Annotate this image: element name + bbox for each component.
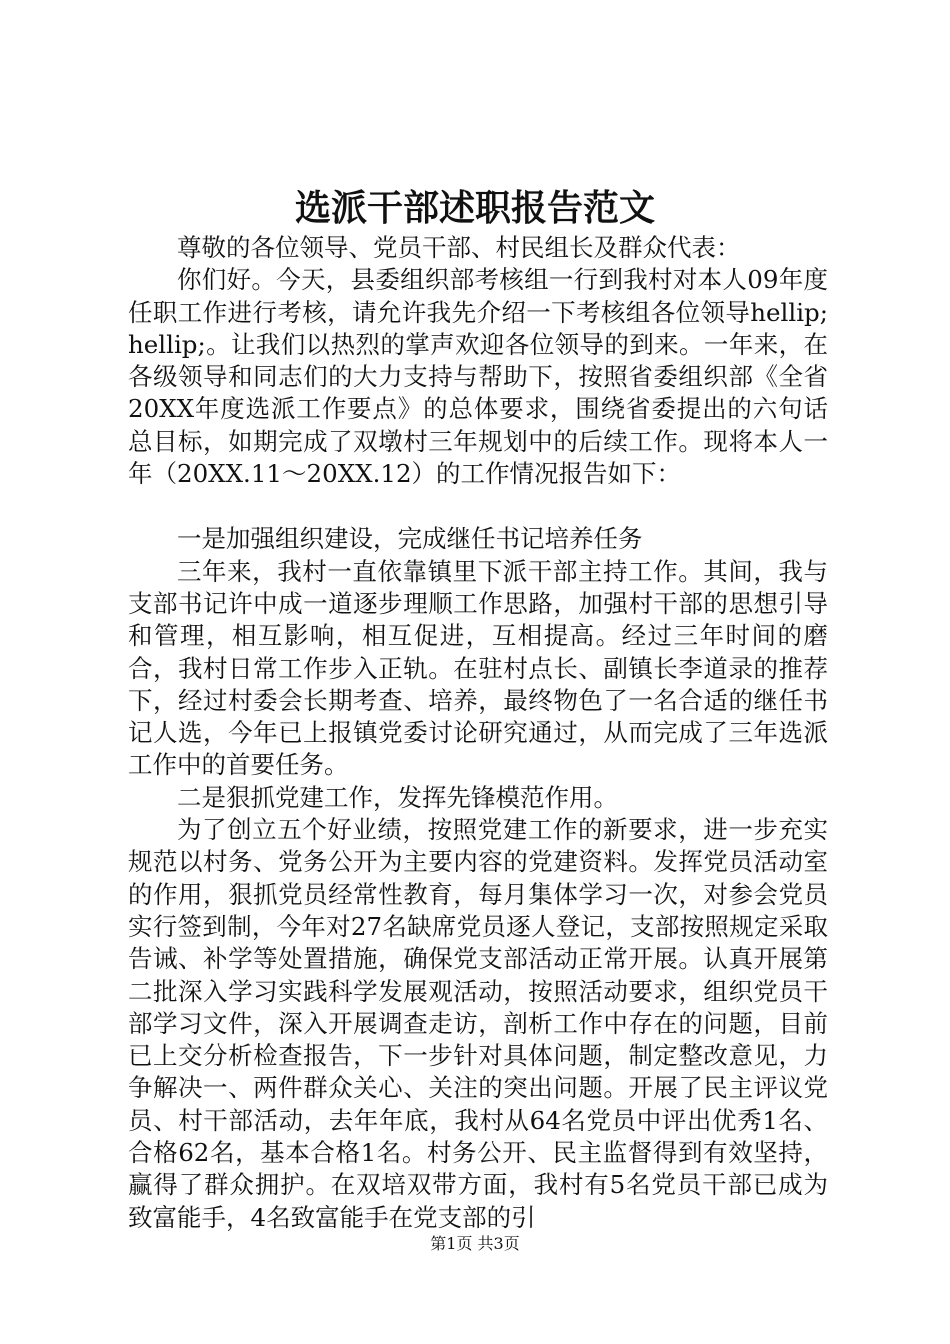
section-heading-organization: 一是加强组织建设，完成继任书记培养任务 <box>177 524 643 554</box>
paragraph-salutation: 尊敬的各位领导、党员干部、村民组长及群众代表： <box>177 233 741 262</box>
section-heading-party-building: 二是狠抓党建工作，发挥先锋模范作用。 <box>177 782 618 812</box>
document-body <box>128 232 828 1234</box>
page-footer: 第1页 共3页 <box>430 1234 520 1253</box>
paragraph-organization: 三年来，我村一直依靠镇里下派干部主持工作。其间，我与支部书记许中成一道逐步理顺工作思路，加强村干部的思想引导和管理，相互影响，相互促进，互相提高。经过三年时间的磨合，我村日常工作步入正轨。在驻村点长、副镇长李道录的推荐下，经过村委会长期考查、培养，最终物色了一名合适的继任书记人选，今年已上报镇党委讨论研究通过，从而完成了三年选派工作中的首要任务。 <box>128 556 828 780</box>
paragraph-party-building: 为了创立五个好业绩，按照党建工作的新要求，进一步充实规范以村务、党务公开为主要内容的党建资料。发挥党员活动室的作用，狠抓党员经常性教育，每月集体学习一次，对参会党员实行签到制，今年对27名缺席党员逐人登记，支部按照规定采取告诫、补学等处置措施，确保党支部活动正常开展。认真开展第二批深入学习实践科学发展观活动，按照活动要求，组织党员干部学习文件，深入开展调查走访，剖析工作中存在的问题，目前已上交分析检查报告，下一步针对具体问题，制定整改意见，力争解决一、两件群众关心、关注的突出问题。开展了民主评议党员、村干部活动，去年年底，我村从64名党员中评出优秀1名、合格62名，基本合格1名。村务公开、民主监督得到有效坚持，赢得了群众拥护。在双培双带方面，我村有5名党员干部已成为致富能手，4名致富能手在党支部的引 <box>128 815 828 1232</box>
document-title: 选派干部述职报告范文 <box>294 187 655 229</box>
paragraph-intro: 你们好。今天，县委组织部考核组一行到我村对本人09年度任职工作进行考核，请允许我先介绍一下考核组各位领导hellip;hellip;。让我们以热烈的掌声欢迎各位领导的到来。一年来，在各级领导和同志们的大力支持与帮助下，按照省委组织部《全省20XX年度选派工作要点》的总体要求，围绕省委提出的六句话总目标，如期完成了双墩村三年规划中的后续工作。现将本人一年（20XX.11～20XX.12）的工作情况报告如下： <box>128 265 828 489</box>
paragraph-spacer <box>128 490 828 523</box>
